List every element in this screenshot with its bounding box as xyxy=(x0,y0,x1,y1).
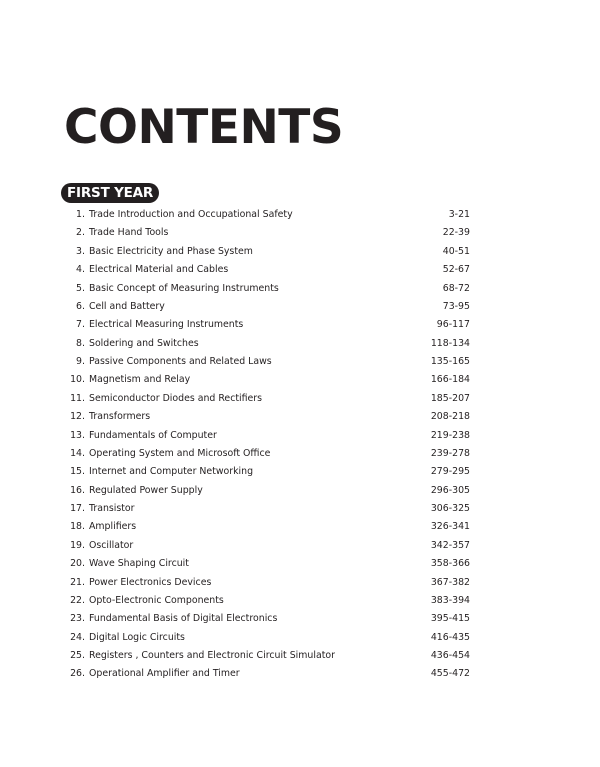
toc-entry-pages: 358-366 xyxy=(430,558,470,570)
toc-entry[interactable] xyxy=(0,280,600,298)
toc-entry-pages: 3-21 xyxy=(448,209,470,220)
toc-entry-number: 8. xyxy=(76,337,85,349)
toc-entry-number: 9. xyxy=(76,356,85,367)
toc-entry-pages: 279-295 xyxy=(430,466,470,478)
toc-entry-number: 1. xyxy=(76,209,85,220)
toc-entry-pages: 296-305 xyxy=(430,484,470,496)
toc-entry-pages: 118-134 xyxy=(430,337,470,349)
toc-entry-title: Internet and Computer Networking xyxy=(89,466,254,478)
toc-entry[interactable] xyxy=(0,629,600,647)
toc-entry-number: 2. xyxy=(76,227,85,239)
toc-entry-title: Magnetism and Relay xyxy=(89,374,191,386)
toc-entry-number: 24. xyxy=(70,631,85,643)
toc-entry-number: 7. xyxy=(76,319,85,331)
toc-entry[interactable] xyxy=(0,647,600,665)
toc-entry-title: Passive Components and Related Laws xyxy=(89,356,272,367)
toc-entry-pages: 239-278 xyxy=(430,447,470,459)
toc-entry[interactable] xyxy=(0,500,600,518)
toc-entry-title: Operating System and Microsoft Office xyxy=(89,447,271,459)
toc-entry-pages: 185-207 xyxy=(430,392,470,404)
toc-entry-number: 14. xyxy=(70,447,85,459)
toc-entry[interactable] xyxy=(0,610,600,628)
toc-entry-number: 11. xyxy=(70,392,85,404)
toc-entry[interactable] xyxy=(0,537,600,555)
toc-entry-title: Fundamentals of Computer xyxy=(89,429,217,441)
toc-entry-pages: 342-357 xyxy=(430,539,470,551)
toc-entry-number: 13. xyxy=(70,429,85,441)
toc-entry-number: 5. xyxy=(76,282,85,294)
toc-entry[interactable] xyxy=(0,482,600,500)
toc-entry-title: Cell and Battery xyxy=(89,300,165,312)
toc-entry[interactable] xyxy=(0,353,600,371)
toc-entry-title: Trade Introduction and Occupational Safety xyxy=(89,209,293,220)
toc-entry-title: Opto-Electronic Components xyxy=(89,594,224,606)
toc-entry-title: Regulated Power Supply xyxy=(89,484,203,496)
toc-entry-number: 23. xyxy=(70,613,85,625)
toc-entry[interactable] xyxy=(0,463,600,481)
toc-entry[interactable] xyxy=(0,243,600,261)
toc-entry-number: 10. xyxy=(70,374,85,386)
toc-entry-number: 21. xyxy=(70,576,85,588)
toc-entry[interactable] xyxy=(0,371,600,389)
toc-entry-pages: 135-165 xyxy=(430,356,470,367)
toc-entry-pages: 40-51 xyxy=(442,245,470,257)
toc-entry-number: 19. xyxy=(70,539,85,551)
toc-entry-pages: 416-435 xyxy=(430,631,470,643)
toc-entry-pages: 395-415 xyxy=(430,613,470,625)
toc-entry-pages: 68-72 xyxy=(442,282,470,294)
toc-entry-pages: 208-218 xyxy=(430,411,470,423)
toc-entry[interactable] xyxy=(0,335,600,353)
toc-entry-title: Registers , Counters and Electronic Circuit Simulator xyxy=(89,650,335,661)
toc-entry[interactable] xyxy=(0,408,600,426)
toc-entry-title: Soldering and Switches xyxy=(89,337,199,349)
toc-entry-pages: 436-454 xyxy=(430,650,470,661)
toc-entry[interactable] xyxy=(0,261,600,279)
toc-entry-title: Transformers xyxy=(89,411,151,423)
toc-entry-title: Power Electronics Devices xyxy=(89,576,212,588)
toc-entry-title: Electrical Measuring Instruments xyxy=(89,319,244,331)
toc-entry-pages: 306-325 xyxy=(430,503,470,514)
toc-entry-number: 18. xyxy=(70,521,85,533)
toc-entry-pages: 383-394 xyxy=(430,594,470,606)
toc-entry-title: Fundamental Basis of Digital Electronics xyxy=(89,613,278,625)
toc-entry-number: 26. xyxy=(70,668,85,680)
toc-entry-number: 15. xyxy=(70,466,85,478)
toc-entry-title: Semiconductor Diodes and Rectifiers xyxy=(89,392,263,404)
page-title: CONTENTS xyxy=(64,100,344,155)
toc-entry-number: 3. xyxy=(76,245,85,257)
toc-entry-pages: 219-238 xyxy=(430,429,470,441)
toc-entry-number: 17. xyxy=(70,503,85,514)
toc-entry-pages: 326-341 xyxy=(430,521,470,533)
toc-entry-pages: 96-117 xyxy=(436,319,470,331)
toc-entry-title: Trade Hand Tools xyxy=(89,227,169,239)
toc-entry[interactable] xyxy=(0,665,600,683)
toc-entry-title: Oscillator xyxy=(89,539,134,551)
toc-entry-number: 12. xyxy=(70,411,85,423)
toc-entry-pages: 22-39 xyxy=(442,227,470,239)
toc-entry-pages: 73-95 xyxy=(442,300,470,312)
toc-entry-pages: 367-382 xyxy=(430,576,470,588)
toc-entry[interactable] xyxy=(0,206,600,224)
toc-entry-title: Amplifiers xyxy=(89,521,137,533)
toc-entry[interactable] xyxy=(0,574,600,592)
toc-entry-title: Transistor xyxy=(89,503,135,514)
toc-entry-number: 6. xyxy=(76,300,85,312)
toc-entry-pages: 52-67 xyxy=(442,264,470,276)
toc-entry[interactable] xyxy=(0,518,600,536)
toc-entry[interactable] xyxy=(0,224,600,242)
toc-entry-pages: 455-472 xyxy=(430,668,470,680)
toc-entry-number: 22. xyxy=(70,594,85,606)
toc-entry[interactable] xyxy=(0,427,600,445)
toc-entry-title: Basic Electricity and Phase System xyxy=(89,245,253,257)
toc-entry[interactable] xyxy=(0,445,600,463)
toc-entry-title: Basic Concept of Measuring Instruments xyxy=(89,282,279,294)
toc-entry-title: Wave Shaping Circuit xyxy=(89,558,189,570)
toc-entry-title: Operational Amplifier and Timer xyxy=(89,668,240,680)
toc-entry[interactable] xyxy=(0,316,600,334)
toc-entry[interactable] xyxy=(0,555,600,573)
toc-entry-number: 4. xyxy=(76,264,85,276)
section-badge-first-year: FIRST YEAR xyxy=(61,183,159,203)
toc-entry-number: 20. xyxy=(70,558,85,570)
toc-entry-number: 25. xyxy=(70,650,85,661)
toc-entry[interactable] xyxy=(0,592,600,610)
toc-entry-pages: 166-184 xyxy=(430,374,470,386)
table-of-contents xyxy=(0,206,600,684)
toc-entry-number: 16. xyxy=(70,484,85,496)
toc-entry-title: Digital Logic Circuits xyxy=(89,631,185,643)
toc-entry[interactable] xyxy=(0,390,600,408)
toc-entry[interactable] xyxy=(0,298,600,316)
toc-entry-title: Electrical Material and Cables xyxy=(89,264,229,276)
